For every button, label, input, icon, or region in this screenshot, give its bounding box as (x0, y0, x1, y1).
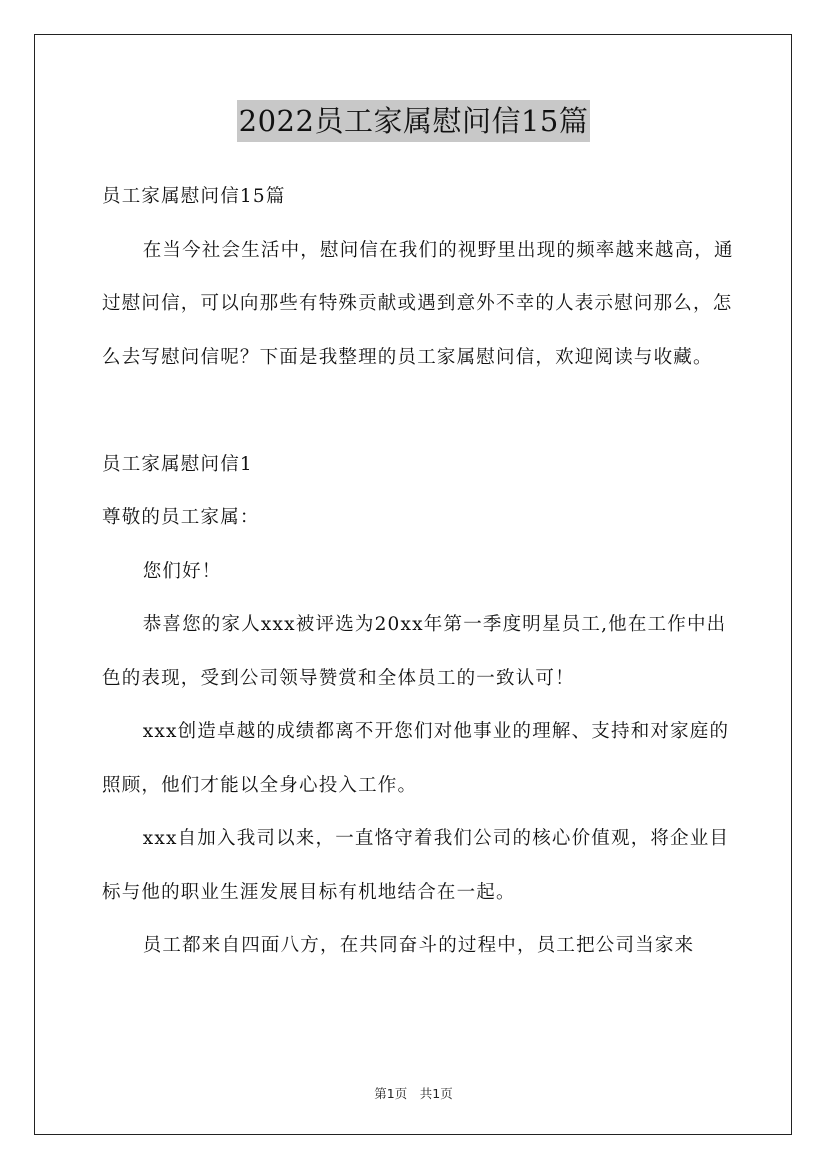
body-paragraph: xxx创造卓越的成绩都离不开您们对他事业的理解、支持和对家庭的照顾，他们才能以全身心投入工作。 (102, 721, 730, 796)
page-number: 第1页 共1页 (374, 1086, 453, 1101)
document-body (102, 170, 742, 973)
intro-paragraph: 在当今社会生活中，慰问信在我们的视野里出现的频率越来越高，通过慰问信，可以向那些有特殊贡献或遇到意外不幸的人表示慰问那么，怎么去写慰问信呢？下面是我整理的员工家属慰问信，欢迎阅读与收藏。 (102, 239, 734, 368)
section-heading: 员工家属慰问信1 (102, 453, 253, 475)
title-container (0, 100, 827, 142)
salutation: 尊敬的员工家属： (102, 507, 260, 528)
body-paragraph: 恭喜您的家人xxx被评选为20xx年第一季度明星员工,他在工作中出色的表现，受到公司领导赞赏和全体员工的一致认可！ (102, 614, 727, 689)
paragraph-gap (102, 384, 742, 438)
document-subtitle: 员工家属慰问信15篇 (102, 186, 286, 207)
body-paragraph: 员工都来自四面八方，在共同奋斗的过程中，员工把公司当家来 (142, 935, 695, 956)
document-title: 2022员工家属慰问信15篇 (237, 100, 591, 142)
page-footer (0, 1084, 827, 1102)
body-paragraph: xxx自加入我司以来，一直恪守着我们公司的核心价值观，将企业目标与他的职业生涯发展目标有机地结合在一起。 (102, 828, 730, 903)
greeting-paragraph: 您们好！ (142, 560, 222, 582)
